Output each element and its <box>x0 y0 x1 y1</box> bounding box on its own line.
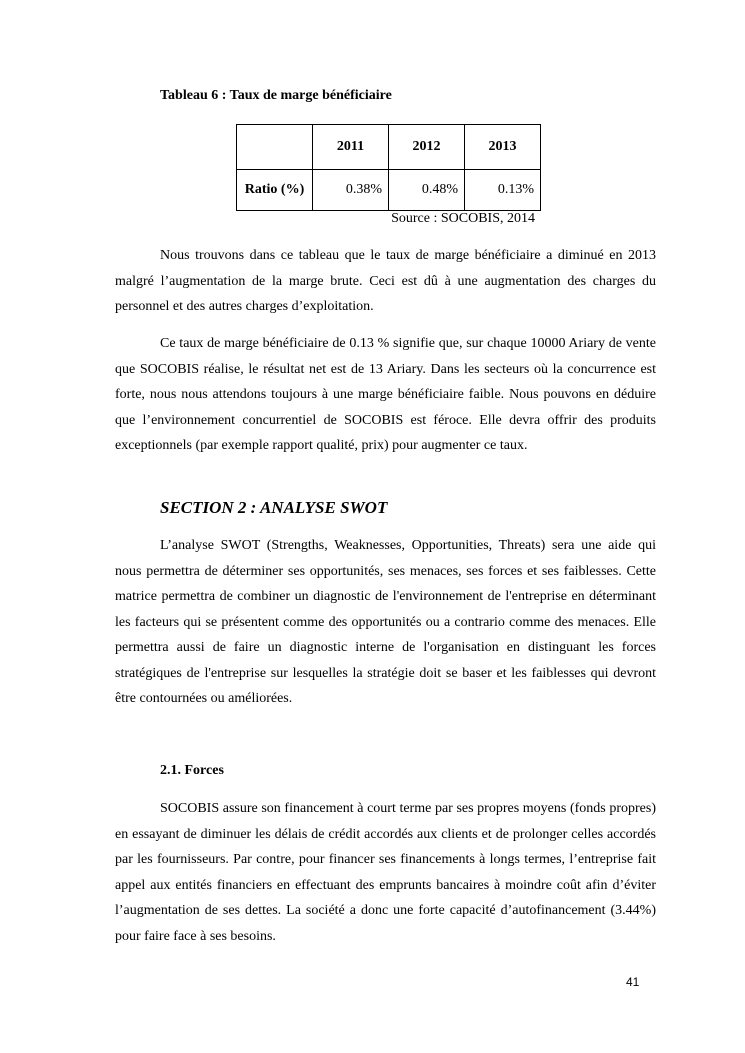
table-cell: 0.48% <box>389 170 465 211</box>
paragraph-4 <box>115 796 656 949</box>
paragraph-text: SOCOBIS assure son financement à court terme par ses propres moyens (fonds propres) en essayant de diminuer les délais de crédit accordés aux clients et de prolonger celles accordés par les fournisseurs. Par contre, pour financer ses financements à longs termes, l’entreprise fait appel aux entités financiers en effectuant des emprunts bancaires à moindre coût afin d’éviter l’augmentation de ses dettes. La société a donc une forte capacité d’autofinancement (3.44%) pour faire face à ses besoins. <box>115 801 656 944</box>
table-header-row <box>237 125 541 170</box>
ratio-table <box>236 124 541 211</box>
table-row <box>237 170 541 211</box>
table-cell: 0.38% <box>313 170 389 211</box>
section-title: SECTION 2 : ANALYSE SWOT <box>160 498 388 517</box>
row-label: Ratio (%) <box>237 170 313 211</box>
table-header-cell: 2013 <box>465 125 541 170</box>
table-header-cell: 2012 <box>389 125 465 170</box>
paragraph-3 <box>115 533 656 712</box>
paragraph-text: L’analyse SWOT (Strengths, Weaknesses, Opportunities, Threats) sera une aide qui nous permettra de déterminer ses opportunités, ses menaces, ses forces et ses faiblesses. Cette matrice permettra de combiner un diagnostic de l'environnement de l'entreprise en déterminant les facteurs qui se présentent comme des opportunités ou a contrario comme des menaces. Elle permettra aussi de faire un diagnostic interne de l'organisation en distinguant les forces stratégiques de l'entreprise sur lesquelles la stratégie doit se baser et les faiblesses qui devront être contournées ou améliorées. <box>115 538 656 706</box>
page-number: 41 <box>626 975 640 989</box>
paragraph-2 <box>115 331 656 459</box>
table-header-cell: 2011 <box>313 125 389 170</box>
paragraph-1 <box>115 243 656 320</box>
table-caption: Tableau 6 : Taux de marge bénéficiaire <box>160 88 392 103</box>
subsection-title: 2.1. Forces <box>160 763 224 778</box>
paragraph-text: Nous trouvons dans ce tableau que le taux de marge bénéficiaire a diminué en 2013 malgré l’augmentation de la marge brute. Ceci est dû à une augmentation des charges du personnel et des autres charges d’exploitation. <box>115 248 656 314</box>
paragraph-text: Ce taux de marge bénéficiaire de 0.13 % signifie que, sur chaque 10000 Ariary de vente que SOCOBIS réalise, le résultat net est de 13 Ariary. Dans les secteurs où la concurrence est forte, nous nous attendons toujours à une marge bénéficiaire faible. Nous pouvons en déduire que l’environnement concurrentiel de SOCOBIS est féroce. Elle devra offrir des produits exceptionnels (par exemple rapport qualité, prix) pour augmenter ce taux. <box>115 336 656 453</box>
table-source: Source : SOCOBIS, 2014 <box>391 211 535 226</box>
table-header-cell <box>237 125 313 170</box>
table-cell: 0.13% <box>465 170 541 211</box>
